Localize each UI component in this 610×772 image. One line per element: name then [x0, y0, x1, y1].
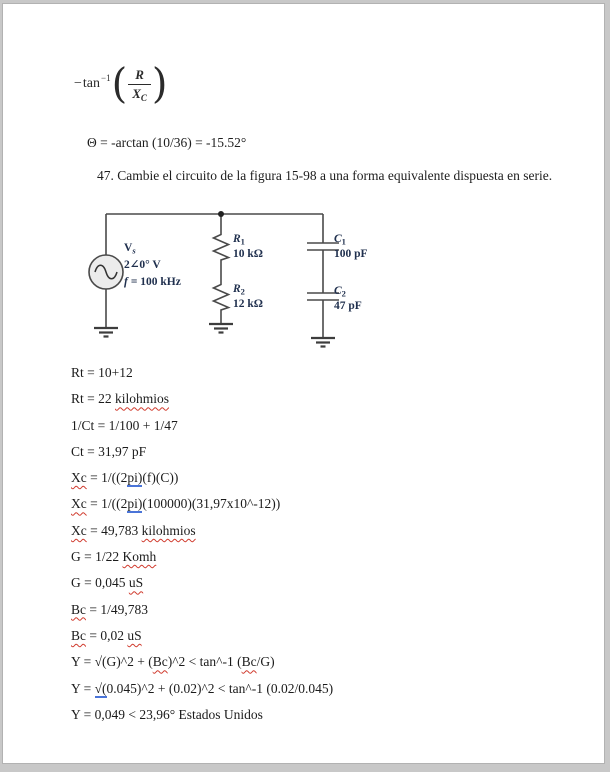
equation-line: [71, 570, 333, 596]
spellcheck-marked-text: Xc: [71, 470, 87, 486]
equation-text: (f)(C)): [142, 470, 179, 486]
r2-label: $R_2$: [233, 283, 245, 297]
equation-line: [71, 386, 333, 412]
c2-value: 47 pF: [334, 300, 362, 312]
c1-value: 100 pF: [334, 248, 368, 260]
spellcheck-marked-text: Komh: [122, 549, 157, 565]
equation-line: [71, 676, 333, 702]
source-voltage-label: 2∠0° V: [124, 259, 161, 271]
equation-text: /G): [256, 654, 275, 670]
spellcheck-marked-text: kilohmios: [141, 522, 196, 538]
equation-text: = 0,02: [86, 627, 128, 643]
equation-line: [71, 360, 333, 386]
equation-line: [71, 597, 333, 623]
equation-line: [71, 465, 333, 491]
fraction-denominator: [132, 85, 147, 102]
resistor-r2-icon: [214, 282, 229, 312]
spellcheck-marked-text: pi): [127, 470, 143, 486]
ac-source-icon: [89, 255, 123, 289]
spellcheck-marked-text: uS: [128, 575, 144, 591]
fraction: [128, 67, 151, 102]
equation-text: Y = 0,049 < 23,96° Estados Unidos: [71, 706, 263, 722]
spellcheck-marked-text: Xc: [71, 522, 87, 538]
equation-line: [71, 413, 333, 439]
equation-line: [71, 518, 333, 544]
spellcheck-marked-text: Xc: [71, 496, 87, 512]
resistor-r1-icon: [214, 232, 229, 262]
ground-icon-source: [94, 328, 118, 337]
tan-function: tan: [82, 76, 101, 91]
equation-line: [71, 623, 333, 649]
equation-text: 0.045)^2 + (0.02)^2 < tan^-1 (0.02/0.045): [106, 680, 334, 696]
fraction-numerator: R: [128, 67, 151, 85]
document-page: [2, 3, 605, 764]
spellcheck-marked-text: √(: [94, 680, 107, 696]
spellcheck-marked-text: Bc: [71, 627, 86, 643]
ground-icon-resistors: [209, 324, 233, 333]
equation-text: )^2 < tan^-1 (: [167, 654, 242, 670]
equation-text: 1/Ct = 1/100 + 1/47: [71, 417, 178, 433]
equation-line: [71, 439, 333, 465]
equation-text: (100000)(31,97x10^-12)): [142, 496, 281, 512]
equation-text: Ct = 31,97 pF: [71, 443, 147, 459]
circuit-diagram: [81, 204, 401, 359]
spellcheck-marked-text: Bc: [152, 654, 168, 670]
equation-line: [71, 491, 333, 517]
equation-text: = 49,783: [86, 522, 142, 538]
solution-equations: [71, 360, 333, 728]
spellcheck-marked-text: uS: [127, 627, 142, 643]
spellcheck-marked-text: kilohmios: [115, 391, 170, 407]
ground-icon-capacitors: [311, 338, 335, 347]
denominator-base: X: [132, 85, 141, 101]
r1-label: $R_1$: [233, 233, 245, 247]
equation-text: = 1/49,783: [86, 601, 148, 617]
source-name-label: $V_s$: [124, 242, 136, 256]
equation-text: Y = √(G)^2 + (: [71, 654, 153, 670]
equation-text: G = 0,045: [71, 575, 129, 591]
right-paren: ): [151, 60, 168, 108]
c2-label: $C_2$: [334, 285, 346, 299]
equation-text: Rt = 22: [71, 391, 115, 407]
inverse-exponent: −1: [101, 73, 111, 83]
equation-line: [71, 702, 333, 728]
equation-text: Rt = 10+12: [71, 365, 133, 380]
spellcheck-marked-text: Bc: [71, 601, 86, 617]
minus-sign: −: [74, 76, 82, 91]
problem-statement: 47. Cambie el circuito de la figura 15-98 a una forma equivalente dispuesta en serie.: [97, 168, 553, 183]
arctangent-formula: [74, 60, 168, 108]
equation-text: Y =: [71, 680, 95, 696]
equation-line: [71, 544, 333, 570]
equation-text: G = 1/22: [71, 549, 123, 565]
source-frequency-label: f = 100 kHz: [124, 276, 181, 288]
equation-text: = 1/((2: [86, 470, 128, 486]
theta-result-line: Θ = -arctan (10/36) = -15.52°: [87, 135, 247, 150]
r1-value: 10 kΩ: [233, 248, 263, 260]
denominator-subscript: C: [140, 92, 147, 103]
spellcheck-marked-text: Bc: [241, 654, 257, 670]
left-paren: (: [111, 60, 128, 108]
c1-label: $C_1$: [334, 233, 346, 247]
equation-text: = 1/((2: [86, 496, 128, 512]
junction-dot: [218, 211, 224, 217]
r2-value: 12 kΩ: [233, 298, 263, 310]
spellcheck-marked-text: pi): [127, 496, 143, 512]
equation-line: [71, 649, 333, 675]
